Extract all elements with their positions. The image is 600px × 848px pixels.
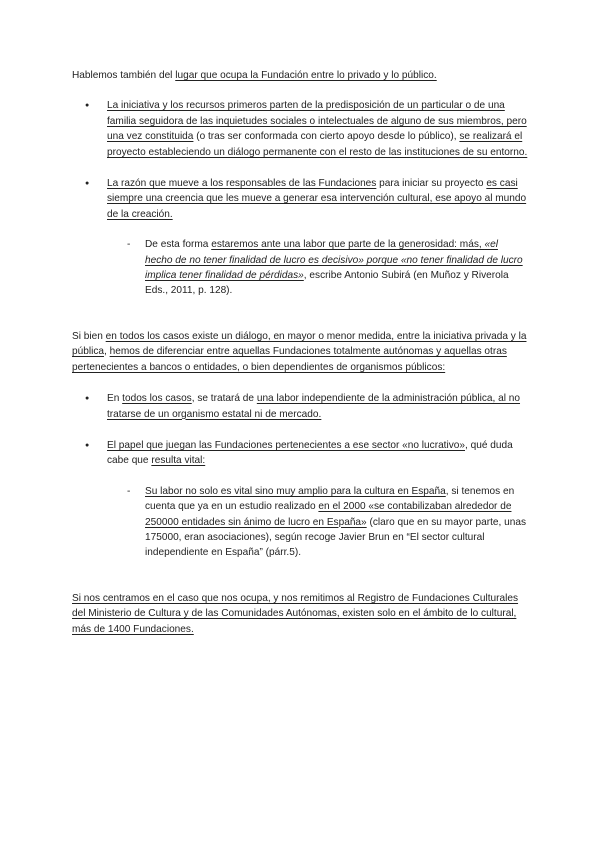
- quote-text: «el hecho de no tener finalidad de lucro es decisivo» porque «no tener finalidad de lucro implica tener finalidad de pérdidas»: [145, 239, 523, 282]
- dash-item-generosity: [72, 237, 528, 299]
- underlined-text: en todos los casos existe un diálogo, en mayor o menor medida, entre la iniciativa privada y la pública: [72, 330, 527, 358]
- text-run: Hablemos también del: [72, 70, 176, 81]
- underlined-text: resulta vital:: [151, 455, 206, 467]
- underlined-text: lugar que ocupa la Fundación entre lo privado y lo público.: [175, 70, 437, 81]
- dash-list-1: [72, 237, 528, 299]
- text-run: , qué duda cabe que: [107, 439, 513, 467]
- dash-item-spain: [72, 484, 528, 561]
- text-run: , se tratará de: [191, 393, 257, 405]
- text-run: para iniciar su proyecto: [376, 178, 487, 190]
- bullet-item-initiative: [72, 98, 528, 160]
- bullet-item-role: [72, 438, 528, 469]
- underlined-text: en el 2000 «se contabilizaban alrededor de 250000 entidades sin ánimo de lucro en España»: [145, 501, 512, 528]
- bullet-item-independent: [72, 391, 528, 422]
- text-run: ,: [104, 346, 110, 358]
- text-run: En: [107, 393, 123, 405]
- underlined-text: La razón que mueve a los responsables de las Fundaciones: [107, 178, 377, 190]
- underlined-text: La iniciativa y los recursos primeros parten de la predisposición de un particular o de una familia seguidora de las inquietudes sociales o intelectuales de alguno de sus miembros, pero una vez constituida: [107, 100, 527, 143]
- underlined-text: una labor independiente de la administración pública, al no tratarse de un organismo estatal ni de mercado.: [107, 393, 521, 420]
- text-run: (claro que en su mayor parte, unas 175000, eran asociaciones), según recoge Javier Brun en “El sector cultural independiente en España” (párr.5).: [145, 516, 527, 559]
- underlined-text: todos los casos: [122, 393, 192, 405]
- intro-paragraph: [72, 68, 528, 83]
- underlined-text: estaremos ante una labor que parte de la generosidad: más,: [211, 239, 485, 251]
- bullet-list-1: [72, 98, 528, 222]
- text-run: De esta forma: [145, 239, 212, 251]
- underlined-text: es casi siempre una creencia que les mueve a generar esa intervención cultural, ese apoyo al mundo de la creación.: [107, 178, 527, 220]
- text-run: , si tenemos en cuenta que ya en un estudio realizado: [145, 485, 515, 513]
- underlined-text: se realizará el proyecto estableciendo un diálogo permanente con el resto de las instituciones de su entorno.: [107, 131, 528, 158]
- bullet-item-reason: [72, 176, 528, 222]
- underlined-text: hemos de diferenciar entre aquellas Fundaciones totalmente autónomas y aquellas otras pertenecientes a bancos o entidades, o bien dependientes de organismos públicos:: [72, 346, 507, 373]
- text-run: Si bien: [72, 330, 106, 342]
- text-run: , escribe Antonio Subirá (en Muñoz y Riverola Eds., 2011, p. 128).: [145, 270, 509, 297]
- registry-paragraph: [72, 591, 528, 637]
- underlined-text: El papel que juegan las Fundaciones pertenecientes a ese sector «no lucrativo»: [107, 439, 466, 451]
- underlined-text: Si nos centramos en el caso que nos ocupa, y nos remitimos al Registro de Fundaciones Culturales del Ministerio de Cultura y de las Comunidades Autónomas, existen solo en el ámbito de lo cultural, más de 1400 Fundaciones.: [72, 592, 519, 635]
- underlined-text: Su labor no solo es vital sino muy amplio para la cultura en España: [145, 485, 446, 497]
- bullet-list-2: [72, 391, 528, 469]
- dialogue-paragraph: [72, 329, 528, 375]
- text-run: (o tras ser conformada con cierto apoyo desde lo público),: [193, 131, 460, 143]
- dash-list-2: [72, 484, 528, 561]
